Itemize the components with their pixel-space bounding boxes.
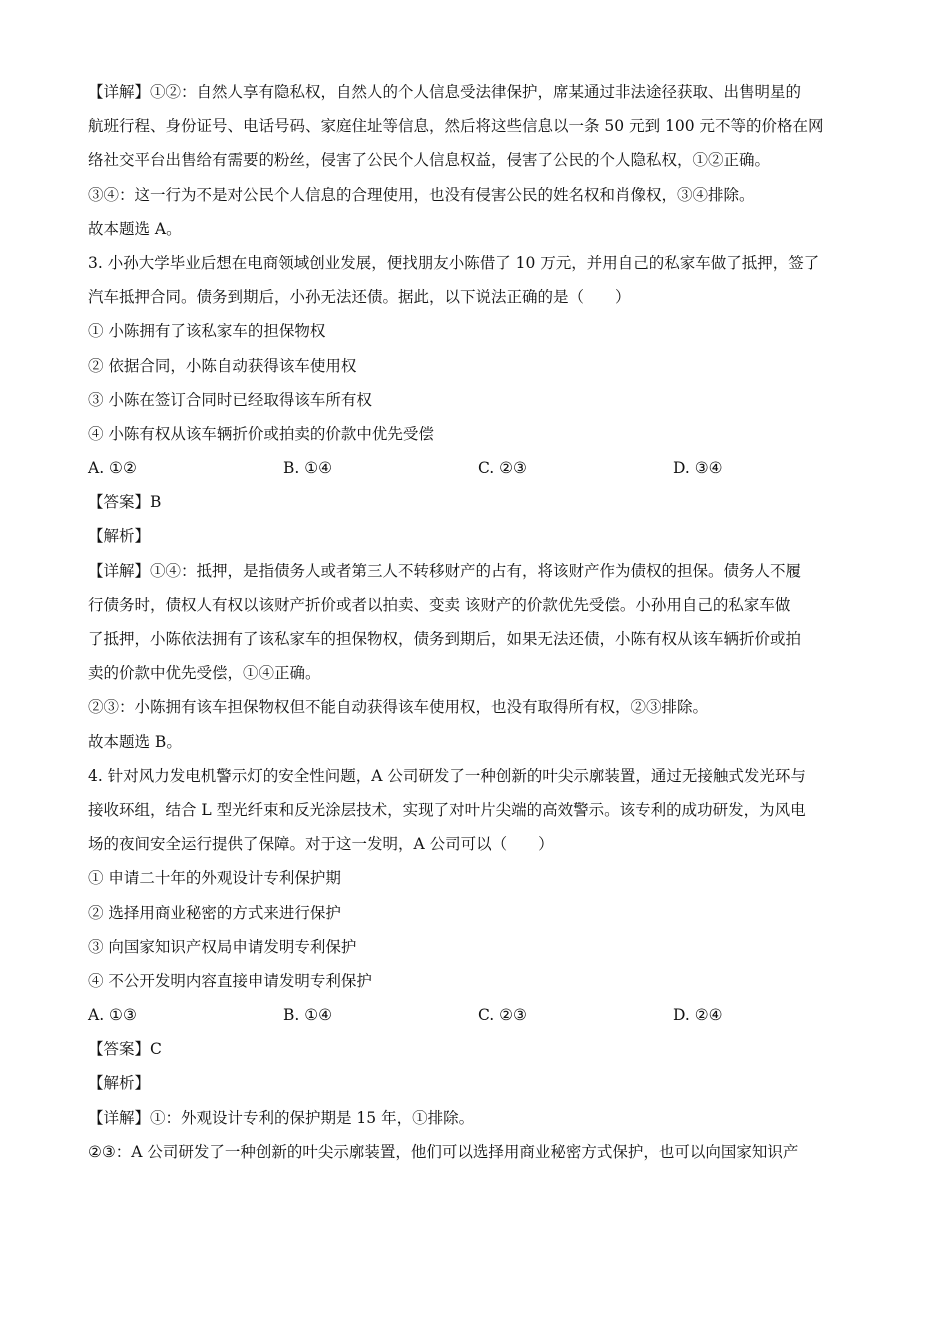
statement-item: ④ 小陈有权从该车辆折价或拍卖的价款中优先受偿 <box>88 424 434 443</box>
statement-item: ③ 小陈在签订合同时已经取得该车所有权 <box>88 390 372 409</box>
option-d: D. ②④ <box>673 1006 723 1025</box>
statement-item: ① 申请二十年的外观设计专利保护期 <box>88 869 341 888</box>
option-d: D. ③④ <box>673 459 723 478</box>
option-a: A. ①③ <box>88 1006 137 1025</box>
statement-item: ③ 向国家知识产权局申请发明专利保护 <box>88 937 357 956</box>
analysis-heading: 【解析】 <box>88 527 151 546</box>
question-4-stem: 接收环组，结合 L 型光纤束和反光涂层技术，实现了对叶片尖端的高效警示。该专利的成功研发，为风电 <box>88 800 806 819</box>
text-line: 【详解】①④：抵押，是指债务人或者第三人不转移财产的占有，将该财产作为债权的担保。债务人不履 <box>88 561 802 580</box>
option-a: A. ①② <box>88 459 137 478</box>
option-b: B. ①④ <box>283 459 333 478</box>
text-line: 航班行程、身份证号、电话号码、家庭住址等信息，然后将这些信息以一条 50 元到 100 元不等的价格在网 <box>88 117 824 136</box>
statement-item: ② 选择用商业秘密的方式来进行保护 <box>88 903 341 922</box>
question-4-options <box>88 998 868 1032</box>
text-line: 了抵押，小陈依法拥有了该私家车的担保物权，债务到期后，如果无法还债，小陈有权从该车辆折价或拍 <box>88 630 802 648</box>
option-c: C. ②③ <box>478 1006 527 1025</box>
statement-item: ② 依据合同，小陈自动获得该车使用权 <box>88 356 357 375</box>
statement-item: ④ 不公开发明内容直接申请发明专利保护 <box>88 971 372 990</box>
conclusion-line: 故本题选 A。 <box>88 219 182 238</box>
question-4-stem: 场的夜间安全运行提供了保障。对于这一发明，A 公司可以（ ） <box>88 835 554 854</box>
document-body <box>88 75 868 1169</box>
text-line: 络社交平台出售给有需要的粉丝，侵害了公民个人信息权益，侵害了公民的个人隐私权，①②正确。 <box>88 151 771 170</box>
answer-line: 【答案】C <box>88 1040 162 1059</box>
statement-item: ① 小陈拥有了该私家车的担保物权 <box>88 322 326 341</box>
text-line: 卖的价款中优先受偿，①④正确。 <box>88 664 321 683</box>
text-line: 行债务时，债权人有权以该财产折价或者以拍卖、变卖 该财产的价款优先受偿。小孙用自己的私家车做 <box>88 595 791 614</box>
text-line: ③④：这一行为不是对公民个人信息的合理使用，也没有侵害公民的姓名权和肖像权，③④排除。 <box>88 185 755 204</box>
text-line: 【详解】①：外观设计专利的保护期是 15 年，①排除。 <box>88 1108 475 1127</box>
text-line: ②③：A 公司研发了一种创新的叶尖示廓装置，他们可以选择用商业秘密方式保护，也可以向国家知识产 <box>88 1142 799 1161</box>
option-b: B. ①④ <box>283 1006 333 1025</box>
question-3-stem: 3. 小孙大学毕业后想在电商领域创业发展，便找朋友小陈借了 10 万元，并用自己的私家车做了抵押，签了 <box>88 253 820 272</box>
text-line: ②③：小陈拥有该车担保物权但不能自动获得该车使用权，也没有取得所有权，②③排除。 <box>88 698 709 717</box>
analysis-heading: 【解析】 <box>88 1074 151 1093</box>
text-line: 【详解】①②：自然人享有隐私权，自然人的个人信息受法律保护，席某通过非法途径获取、出售明星的 <box>88 83 802 101</box>
conclusion-line: 故本题选 B。 <box>88 732 182 751</box>
question-3-stem: 汽车抵押合同。债务到期后，小孙无法还债。据此，以下说法正确的是（ ） <box>88 288 631 307</box>
answer-line: 【答案】B <box>88 493 162 512</box>
question-3-options <box>88 451 868 485</box>
question-4-stem: 4. 针对风力发电机警示灯的安全性问题，A 公司研发了一种创新的叶尖示廓装置，通过无接触式发光环与 <box>88 766 806 785</box>
option-c: C. ②③ <box>478 459 527 478</box>
